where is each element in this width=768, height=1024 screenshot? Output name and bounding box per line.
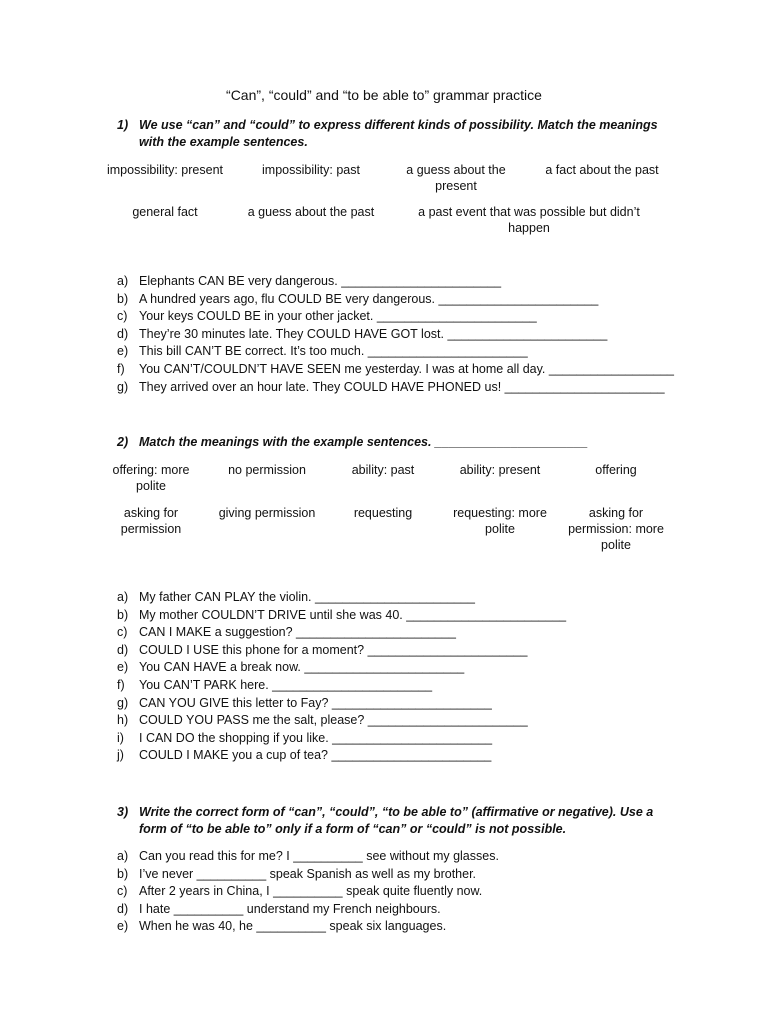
sentence-with-blank: COULD I MAKE you a cup of tea? _______________________ xyxy=(139,748,492,763)
list-item: a) My father CAN PLAY the violin. _______________________ xyxy=(117,589,717,607)
sentence-with-blank: My mother COULDN’T DRIVE until she was 40. _______________________ xyxy=(139,607,567,622)
question-instruction: Match the meanings with the example sentences. ______________________ xyxy=(139,435,588,449)
sentence-with-blank: I’ve never __________ speak Spanish as well as my brother. xyxy=(139,866,477,881)
sentence-with-blank: COULD YOU PASS me the salt, please? _______________________ xyxy=(139,713,528,728)
sentence-with-blank: COULD I USE this phone for a moment? _______________________ xyxy=(139,642,528,657)
sentence-with-blank: Your keys COULD BE in your other jacket. _______________________ xyxy=(139,309,537,324)
sentence-with-blank: This bill CAN’T BE correct. It’s too much. _______________________ xyxy=(139,344,528,359)
meaning-option: giving permission xyxy=(218,506,316,520)
sentence-with-blank: A hundred years ago, flu COULD BE very dangerous. _______________________ xyxy=(139,291,599,306)
list-item: c) CAN I MAKE a suggestion? _______________________ xyxy=(117,624,717,642)
question-instruction: We use “can” and “could” to express different kinds of possibility. Match the meanings with the example sentences. xyxy=(139,118,658,149)
meaning-option: impossibility: past xyxy=(262,163,360,177)
sentence-with-blank: Can you read this for me? I __________ see without my glasses. xyxy=(139,849,499,863)
list-item: a) Can you read this for me? I __________ see without my glasses. xyxy=(117,848,717,866)
meaning-option: ability: present xyxy=(459,463,541,477)
list-item: a) Elephants CAN BE very dangerous. _______________________ xyxy=(117,273,717,291)
question-number: 2) xyxy=(117,435,129,449)
meaning-option: a guess about the past xyxy=(247,205,375,219)
list-item: b) A hundred years ago, flu COULD BE very dangerous. _______________________ xyxy=(117,291,717,309)
sentence-with-blank: You CAN’T PARK here. _______________________ xyxy=(139,677,433,692)
sentence-with-blank: My father CAN PLAY the violin. _______________________ xyxy=(139,590,475,604)
question-2-heading xyxy=(117,434,662,451)
question-number: 1) xyxy=(117,118,129,132)
list-item: b) My mother COULDN’T DRIVE until she was 40. _______________________ xyxy=(117,607,717,625)
meaning-option: no permission xyxy=(228,463,306,477)
sentence-with-blank: I hate __________ understand my French neighbours. xyxy=(139,901,441,916)
list-item: d) COULD I USE this phone for a moment? _______________________ xyxy=(117,642,717,660)
sentence-with-blank: You CAN’T/COULDN’T HAVE SEEN me yesterday. I was at home all day. __________________ xyxy=(139,361,675,376)
meaning-option: asking for permission: more polite xyxy=(568,506,664,552)
question-3-heading xyxy=(117,804,662,838)
list-item: h) COULD YOU PASS me the salt, please? _______________________ xyxy=(117,712,717,730)
meaning-option: offering xyxy=(595,463,637,477)
q3-sentence-list xyxy=(117,848,717,936)
list-item: g) CAN YOU GIVE this letter to Fay? _______________________ xyxy=(117,695,717,713)
list-item: d) They’re 30 minutes late. They COULD HAVE GOT lost. _______________________ xyxy=(117,326,717,344)
question-number: 3) xyxy=(117,805,129,819)
list-item: e) You CAN HAVE a break now. _______________________ xyxy=(117,659,717,677)
sentence-with-blank: After 2 years in China, I __________ speak quite fluently now. xyxy=(139,884,483,899)
meaning-option: requesting xyxy=(353,506,413,520)
meaning-option: a guess about the present xyxy=(406,163,506,193)
meaning-option: offering: more polite xyxy=(112,463,190,493)
list-item: e) This bill CAN’T BE correct. It’s too much. _______________________ xyxy=(117,343,717,361)
meaning-option: general fact xyxy=(132,205,198,219)
meaning-option: a past event that was possible but didn’t happen xyxy=(418,205,640,235)
page-title: “Can”, “could” and “to be able to” grammar practice xyxy=(226,87,542,103)
question-1-heading xyxy=(117,117,662,151)
list-item: f) You CAN’T/COULDN’T HAVE SEEN me yesterday. I was at home all day. __________________ xyxy=(117,361,717,379)
list-item: i) I CAN DO the shopping if you like. _______________________ xyxy=(117,730,717,748)
list-item: f) You CAN’T PARK here. _______________________ xyxy=(117,677,717,695)
sentence-with-blank: You CAN HAVE a break now. _______________________ xyxy=(139,660,465,675)
list-item: c) After 2 years in China, I __________ speak quite fluently now. xyxy=(117,883,717,901)
meaning-option: requesting: more polite xyxy=(453,506,547,536)
q2-sentence-list xyxy=(117,589,717,765)
sentence-with-blank: They arrived over an hour late. They COULD HAVE PHONED us! _______________________ xyxy=(139,379,665,394)
meaning-option: a fact about the past xyxy=(545,163,659,177)
list-item: d) I hate __________ understand my French neighbours. xyxy=(117,901,717,919)
meaning-option: asking for permission xyxy=(120,506,182,536)
sentence-with-blank: Elephants CAN BE very dangerous. _______________________ xyxy=(139,274,502,288)
meaning-option: ability: past xyxy=(351,463,415,477)
list-item: b) I’ve never __________ speak Spanish as well as my brother. xyxy=(117,866,717,884)
list-item: g) They arrived over an hour late. They COULD HAVE PHONED us! _______________________ xyxy=(117,379,717,397)
list-item: j) COULD I MAKE you a cup of tea? _______________________ xyxy=(117,747,717,765)
list-item: c) Your keys COULD BE in your other jacket. _______________________ xyxy=(117,308,717,326)
meaning-option: impossibility: present xyxy=(106,163,223,177)
question-instruction: Write the correct form of “can”, “could”, “to be able to” (affirmative or negative). Use a form of “to be able to” only if a form of “can” or “could” is not possible. xyxy=(139,805,654,836)
list-item: e) When he was 40, he __________ speak six languages. xyxy=(117,918,717,936)
sentence-with-blank: I CAN DO the shopping if you like. _______________________ xyxy=(139,730,493,745)
q1-sentence-list xyxy=(117,273,717,396)
sentence-with-blank: They’re 30 minutes late. They COULD HAVE GOT lost. _______________________ xyxy=(139,326,608,341)
sentence-with-blank: CAN YOU GIVE this letter to Fay? _______________________ xyxy=(139,695,492,710)
sentence-with-blank: When he was 40, he __________ speak six languages. xyxy=(139,919,447,934)
sentence-with-blank: CAN I MAKE a suggestion? _______________________ xyxy=(139,625,456,640)
